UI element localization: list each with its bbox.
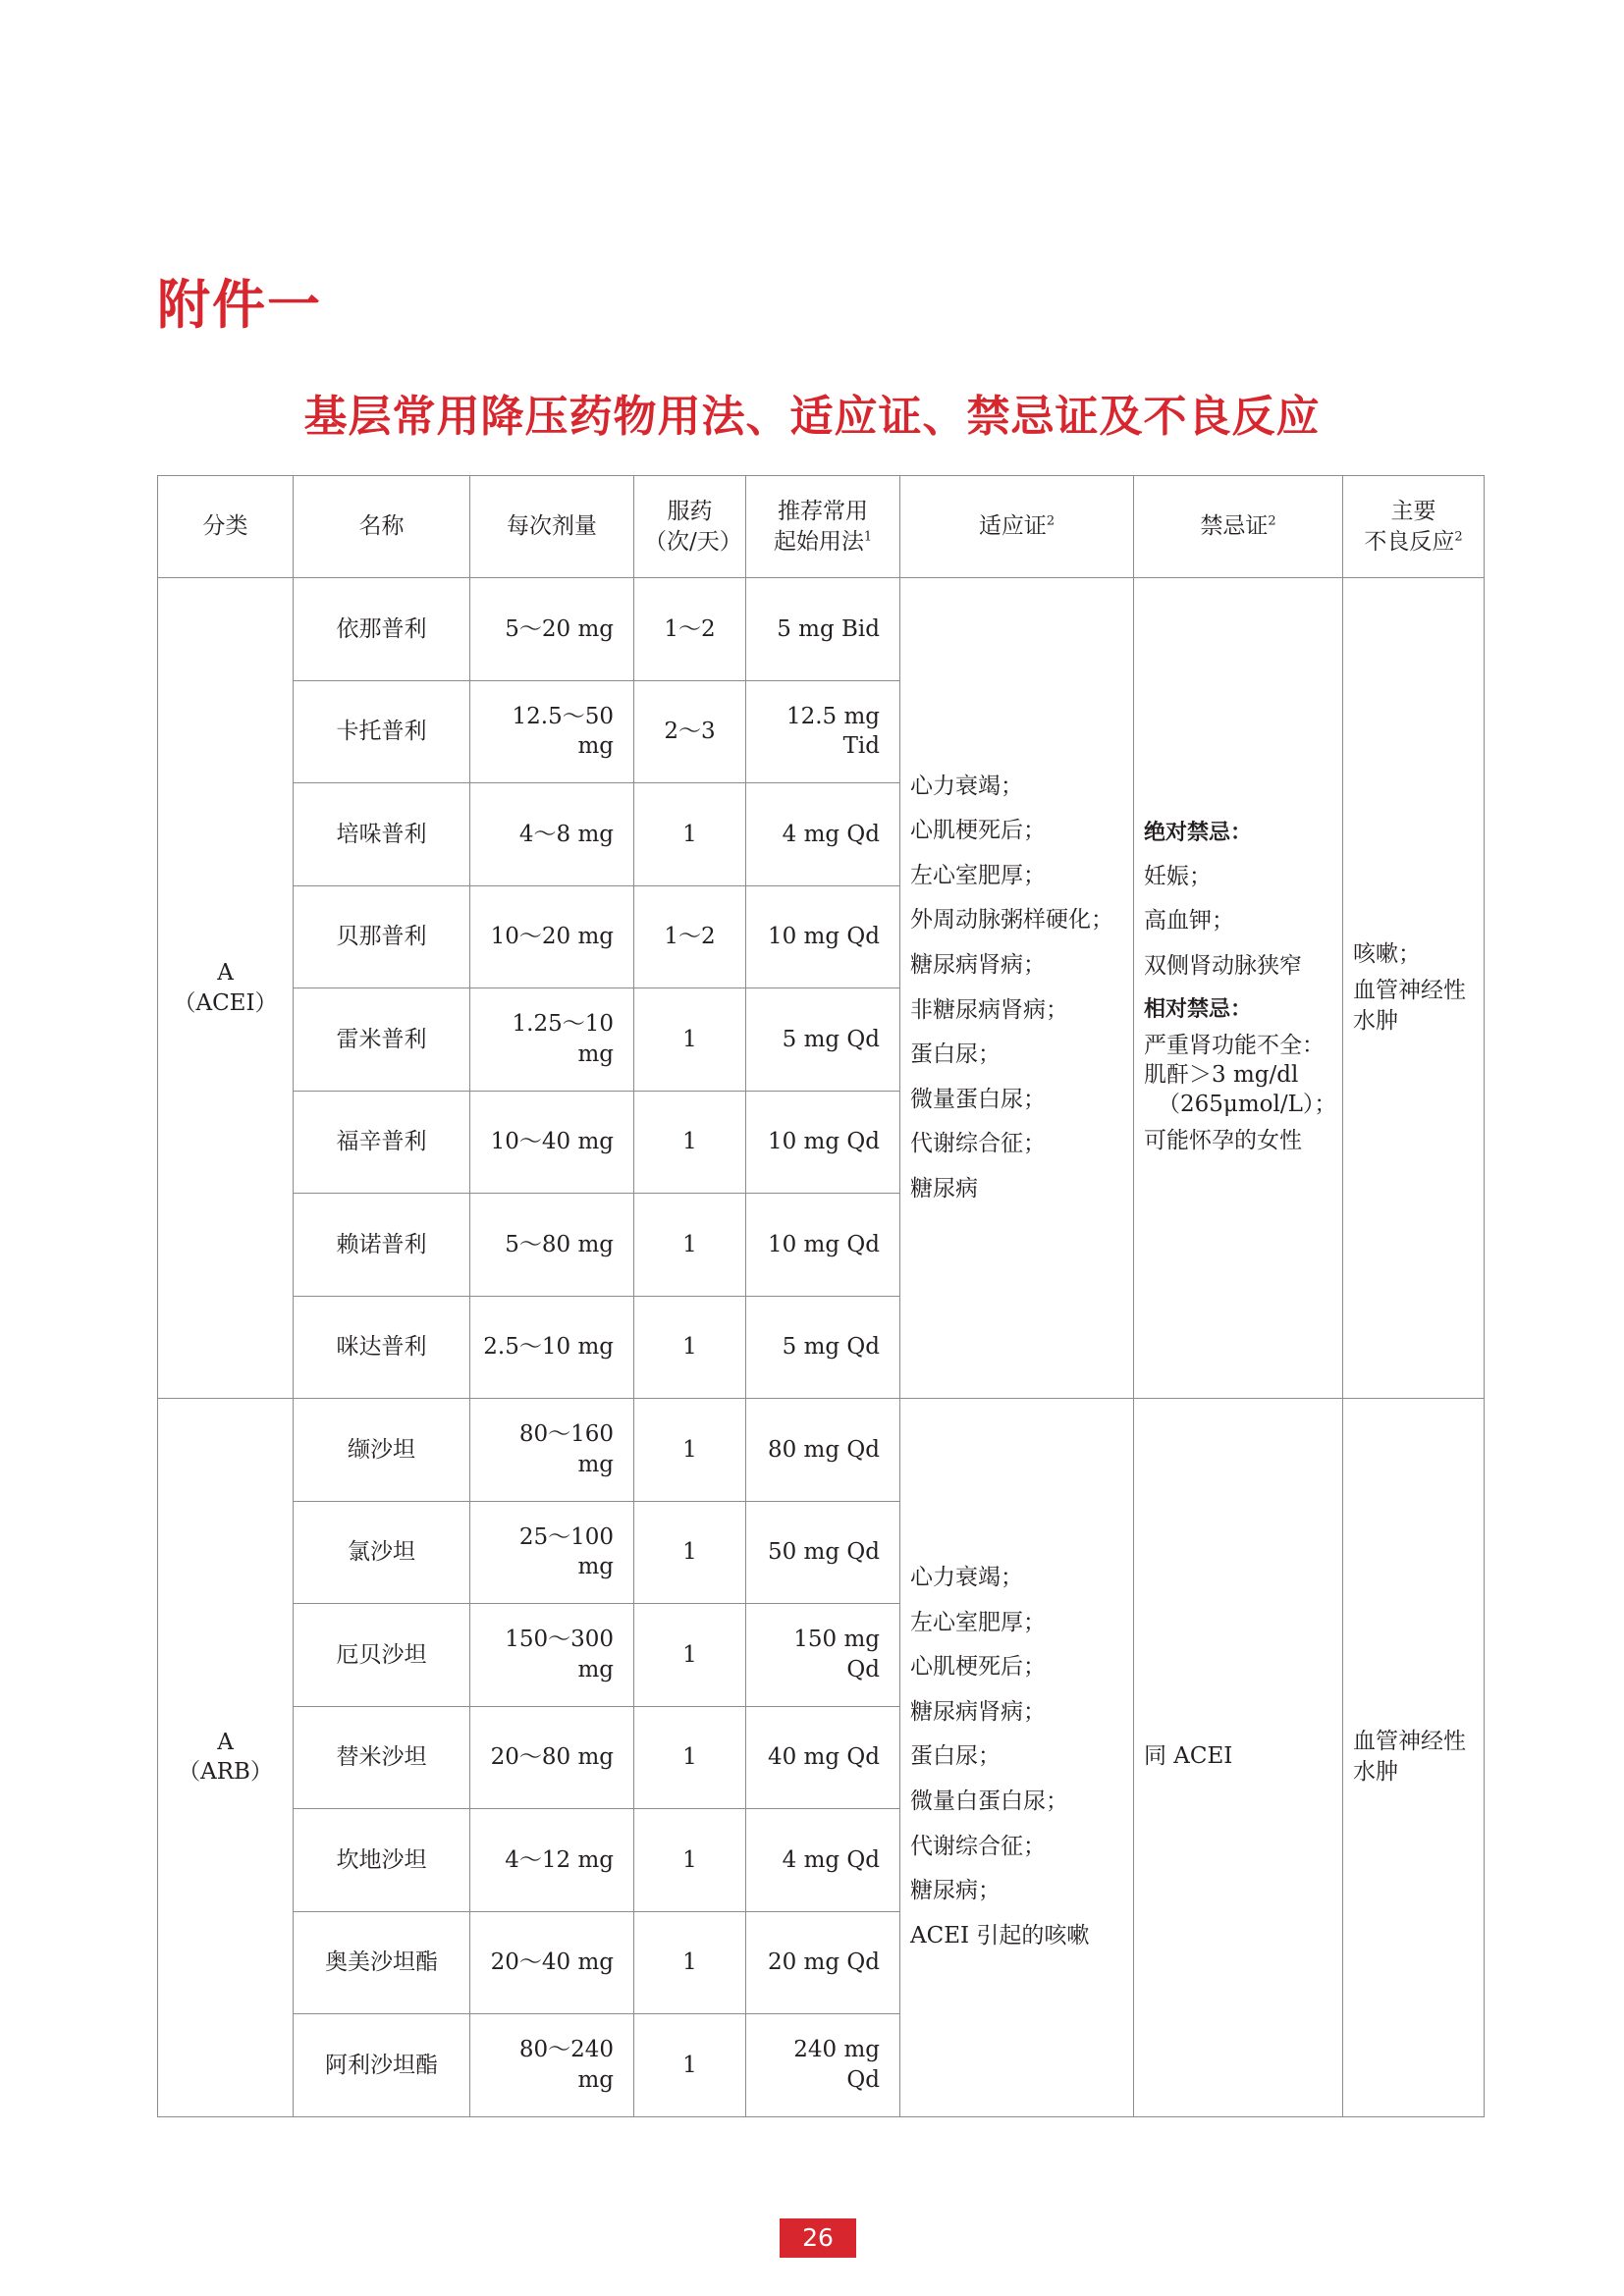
header-start-dose [746, 476, 900, 578]
header-adverse-line2-wrap [1353, 527, 1474, 557]
indication-item: 糖尿病肾病； [910, 1698, 1046, 1725]
drug-name: 福辛普利 [294, 1091, 470, 1194]
indication-item: 左心室肥厚； [910, 1609, 1046, 1635]
header-adverse [1343, 476, 1485, 578]
drug-name: 厄贝沙坦 [294, 1604, 470, 1707]
header-frequency [634, 476, 746, 578]
drug-start-dose: 5 mg Bid [746, 578, 900, 681]
drug-start-dose: 5 mg Qd [746, 988, 900, 1092]
drug-frequency: 1 [634, 2014, 746, 2117]
table-row [158, 1399, 1485, 1502]
drug-dose: 2.5～10 mg [470, 1296, 634, 1399]
drug-frequency: 1～2 [634, 578, 746, 681]
header-start-line1: 推荐常用 [778, 499, 868, 525]
drug-frequency: 1 [634, 1296, 746, 1399]
header-category: 分类 [158, 476, 294, 578]
indication-item: 代谢综合征； [910, 1131, 1046, 1157]
drug-name: 缬沙坦 [294, 1399, 470, 1502]
drug-dose: 20～80 mg [470, 1706, 634, 1809]
drug-start-dose: 10 mg Qd [746, 1091, 900, 1194]
indication-item: 心肌梗死后； [910, 818, 1046, 844]
header-name: 名称 [294, 476, 470, 578]
drug-name: 替米沙坦 [294, 1706, 470, 1809]
adverse-cell-arb [1343, 1399, 1485, 2117]
drug-start-dose: 5 mg Qd [746, 1296, 900, 1399]
header-adverse-line1: 主要 [1390, 499, 1436, 525]
header-frequency-line2: （次/天） [644, 528, 742, 555]
drug-name: 咪达普利 [294, 1296, 470, 1399]
contraindication-cell-acei [1134, 578, 1343, 1399]
indication-item: 心肌梗死后； [910, 1654, 1046, 1681]
category-cell-arb [158, 1399, 294, 2117]
indication-item: 左心室肥厚； [910, 862, 1046, 888]
drug-name: 阿利沙坦酯 [294, 2014, 470, 2117]
drug-frequency: 1～2 [634, 885, 746, 988]
indication-item: 糖尿病肾病； [910, 951, 1046, 978]
drug-dose: 1.25～10 mg [470, 988, 634, 1092]
drug-dose: 4～12 mg [470, 1809, 634, 1912]
absolute-contra-label: 绝对禁忌： [1144, 821, 1253, 846]
indication-item: 糖尿病； [910, 1878, 1001, 1904]
drug-frequency: 1 [634, 988, 746, 1092]
drug-start-dose: 12.5 mg Tid [746, 680, 900, 783]
indication-item: ACEI 引起的咳嗽 [910, 1922, 1090, 1949]
indication-item: 心力衰竭； [910, 1565, 1023, 1591]
drug-dose: 20～40 mg [470, 1911, 634, 2014]
drug-frequency: 1 [634, 1809, 746, 1912]
drug-start-dose: 10 mg Qd [746, 885, 900, 988]
drug-dose: 150～300 mg [470, 1604, 634, 1707]
drug-frequency: 1 [634, 1911, 746, 2014]
drug-table [157, 475, 1485, 2117]
drug-start-dose: 4 mg Qd [746, 1809, 900, 1912]
drug-dose: 80～240 mg [470, 2014, 634, 2117]
drug-frequency: 1 [634, 1501, 746, 1604]
drug-frequency: 2～3 [634, 680, 746, 783]
drug-dose: 12.5～50 mg [470, 680, 634, 783]
adverse-item: 水肿 [1353, 1759, 1398, 1786]
relative-contra-label: 相对禁忌： [1144, 997, 1253, 1023]
drug-name: 卡托普利 [294, 680, 470, 783]
adverse-item: 水肿 [1353, 1008, 1398, 1035]
contraindication-cell-arb: 同 ACEI [1134, 1399, 1343, 2117]
drug-name: 氯沙坦 [294, 1501, 470, 1604]
drug-dose: 25～100 mg [470, 1501, 634, 1604]
drug-frequency: 1 [634, 783, 746, 886]
category-line1: A [217, 1729, 234, 1755]
category-line1: A [217, 960, 234, 987]
header-dose: 每次剂量 [470, 476, 634, 578]
header-indication-label: 适应证 [978, 513, 1047, 540]
contra-item: 妊娠； [1144, 863, 1212, 889]
drug-name: 雷米普利 [294, 988, 470, 1092]
drug-start-dose: 150 mg Qd [746, 1604, 900, 1707]
adverse-item: 血管神经性 [1353, 977, 1466, 1003]
drug-name: 赖诺普利 [294, 1194, 470, 1297]
drug-dose: 4～8 mg [470, 783, 634, 886]
drug-name: 依那普利 [294, 578, 470, 681]
footnote-marker: 2 [1454, 528, 1463, 544]
adverse-item: 咳嗽； [1353, 940, 1421, 967]
drug-name: 培哚普利 [294, 783, 470, 886]
indication-item: 糖尿病 [910, 1175, 978, 1201]
category-line2: （ACEI） [173, 989, 278, 1016]
contra-item: 高血钾； [1144, 908, 1234, 934]
drug-start-dose: 10 mg Qd [746, 1194, 900, 1297]
indication-cell-acei [900, 578, 1134, 1399]
footnote-marker: 2 [1046, 513, 1056, 529]
drug-dose: 10～20 mg [470, 885, 634, 988]
indication-item: 代谢综合征； [910, 1833, 1046, 1859]
drug-dose: 5～80 mg [470, 1194, 634, 1297]
category-cell-acei [158, 578, 294, 1399]
indication-item: 微量白蛋白尿； [910, 1789, 1068, 1815]
header-contra-label: 禁忌证 [1200, 513, 1269, 540]
appendix-heading: 附件一 [157, 274, 322, 336]
page-number: 26 [780, 2218, 856, 2258]
adverse-cell-acei [1343, 578, 1485, 1399]
contra-item: 双侧肾动脉狭窄 [1144, 952, 1302, 979]
contra-item-text: （265μmol/L）； [1158, 1091, 1337, 1117]
drug-frequency: 1 [634, 1706, 746, 1809]
indication-item: 微量蛋白尿； [910, 1086, 1046, 1112]
contra-item: 可能怀孕的女性 [1144, 1128, 1302, 1154]
table-row [158, 578, 1485, 681]
header-start-line2: 起始用法 [773, 528, 864, 555]
drug-start-dose: 80 mg Qd [746, 1399, 900, 1502]
drug-frequency: 1 [634, 1091, 746, 1194]
header-frequency-line1: 服药 [667, 499, 713, 525]
drug-start-dose: 240 mg Qd [746, 2014, 900, 2117]
indication-item: 蛋白尿； [910, 1041, 1001, 1068]
drug-start-dose: 40 mg Qd [746, 1706, 900, 1809]
footnote-marker: 1 [863, 528, 873, 544]
document-title: 基层常用降压药物用法、适应证、禁忌证及不良反应 [303, 392, 1321, 442]
drug-dose: 5～20 mg [470, 578, 634, 681]
category-line2: （ARB） [178, 1759, 273, 1786]
drug-start-dose: 4 mg Qd [746, 783, 900, 886]
drug-start-dose: 20 mg Qd [746, 1911, 900, 2014]
drug-name: 奥美沙坦酯 [294, 1911, 470, 2014]
indication-cell-arb [900, 1399, 1134, 2117]
drug-start-dose: 50 mg Qd [746, 1501, 900, 1604]
indication-item: 非糖尿病肾病； [910, 996, 1068, 1023]
drug-dose: 80～160 mg [470, 1399, 634, 1502]
indication-item: 心力衰竭； [910, 773, 1023, 799]
contra-item: 肌酐＞3 mg/dl [1144, 1061, 1299, 1088]
drug-frequency: 1 [634, 1399, 746, 1502]
drug-dose: 10～40 mg [470, 1091, 634, 1194]
drug-frequency: 1 [634, 1194, 746, 1297]
indication-item: 外周动脉粥样硬化； [910, 907, 1113, 934]
indication-item: 蛋白尿； [910, 1743, 1001, 1770]
header-adverse-line2: 不良反应 [1364, 528, 1455, 555]
contra-item [1144, 1091, 1337, 1120]
adverse-item: 血管神经性 [1353, 1729, 1466, 1755]
table-header-row [158, 476, 1485, 578]
header-contraindication [1134, 476, 1343, 578]
contra-item: 严重肾功能不全： [1144, 1032, 1325, 1058]
header-indication [900, 476, 1134, 578]
header-start-line2-wrap [756, 527, 890, 557]
drug-name: 坎地沙坦 [294, 1809, 470, 1912]
drug-name: 贝那普利 [294, 885, 470, 988]
footnote-marker: 2 [1268, 513, 1276, 529]
drug-frequency: 1 [634, 1604, 746, 1707]
